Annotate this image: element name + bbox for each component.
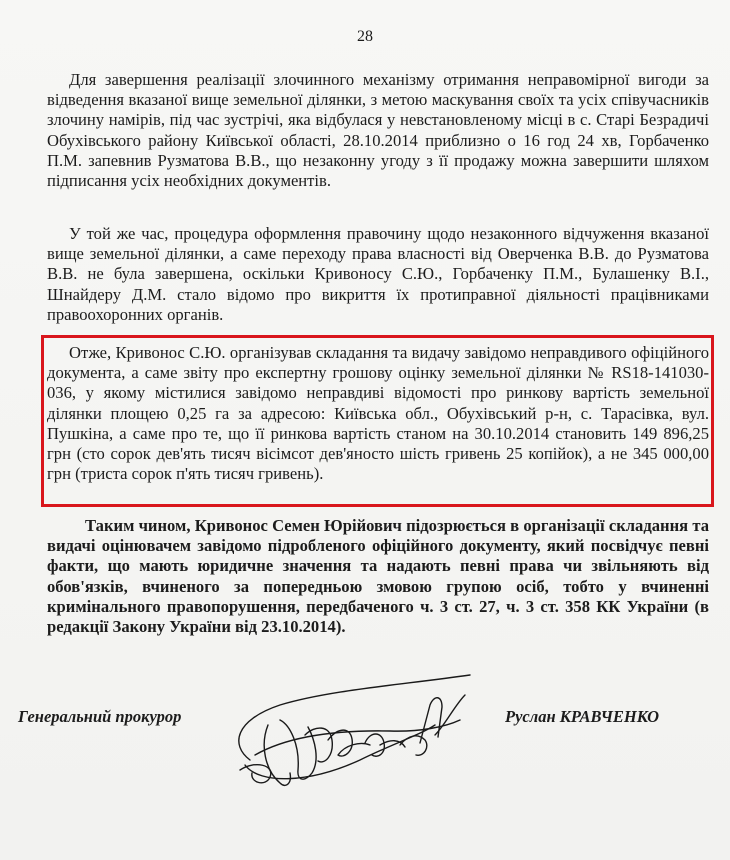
paragraph-transfer-not-completed: У той же час, процедура оформлення правочину щодо незаконного відчуження вказаної вище земельної ділянки, а саме переходу права власності від Оверченка В.В. до Рузматова В.В. не була завершена, оскільки Кривоносу С.Ю., Горбаченку П.М., Булашенку В.І., Шнайдеру Д.М. стало відомо про викриття їх протиправної діяльності працівниками правоохоронних органів. [47,224,709,324]
highlight-box [41,335,714,507]
handwritten-signature [220,665,490,805]
paragraph-scheme-completion: Для завершення реалізації злочинного механізму отримання неправомірної вигоди за відведення вказаної вище земельної ділянки, з метою маскування своїх та усіх співучасників злочину намірів, під час зустрічі, яка відбулася у невстановленому місці в с. Старі Безрадичі Обухівського району Київської області, 28.10.2014 приблизно о 16 год 24 хв, Горбаченко П.М. запевнив Рузматова В.В., що незаконну угоду з її продажу можна завершити шляхом підписання усіх необхідних документів. [47,70,709,191]
page-number: 28 [357,28,373,45]
signer-name: Руслан КРАВЧЕНКО [505,707,660,726]
signer-title: Генеральний прокурор [18,707,182,726]
paragraph-false-valuation-report: Отже, Кривонос С.Ю. організував складання та видачу завідомо неправдивого офіційного документа, а саме звіту про експертну грошову оцінку земельної ділянки № RS18-141030-036, у якому містилися завідомо неправдиві відомості про ринкову вартість земельної ділянки площею 0,25 га за адресою: Київська обл., Обухівський р-н, с. Тарасівка, вул. Пушкіна, а саме про те, що її ринкова вартість станом на 30.10.2014 становить 149 896,25 грн (сто сорок дев'ять тисяч вісімсот дев'яносто шість гривень 25 копійок), а не 345 000,00 грн (триста сорок п'ять тисяч гривень). [47,343,709,484]
paragraph-suspicion-conclusion: Таким чином, Кривонос Семен Юрійович підозрюється в організації складання та видачі оцінювачем завідомо підробленого офіційного документу, який посвідчує певні факти, що мають юридичне значення та надають певні права чи звільняють від обов'язків, вчиненого за попередньою змовою групою осіб, тобто у вчиненні кримінального правопорушення, передбаченого ч. 3 ст. 27, ч. 3 ст. 358 КК України (в редакції Закону України від 23.10.2014). [47,516,709,637]
